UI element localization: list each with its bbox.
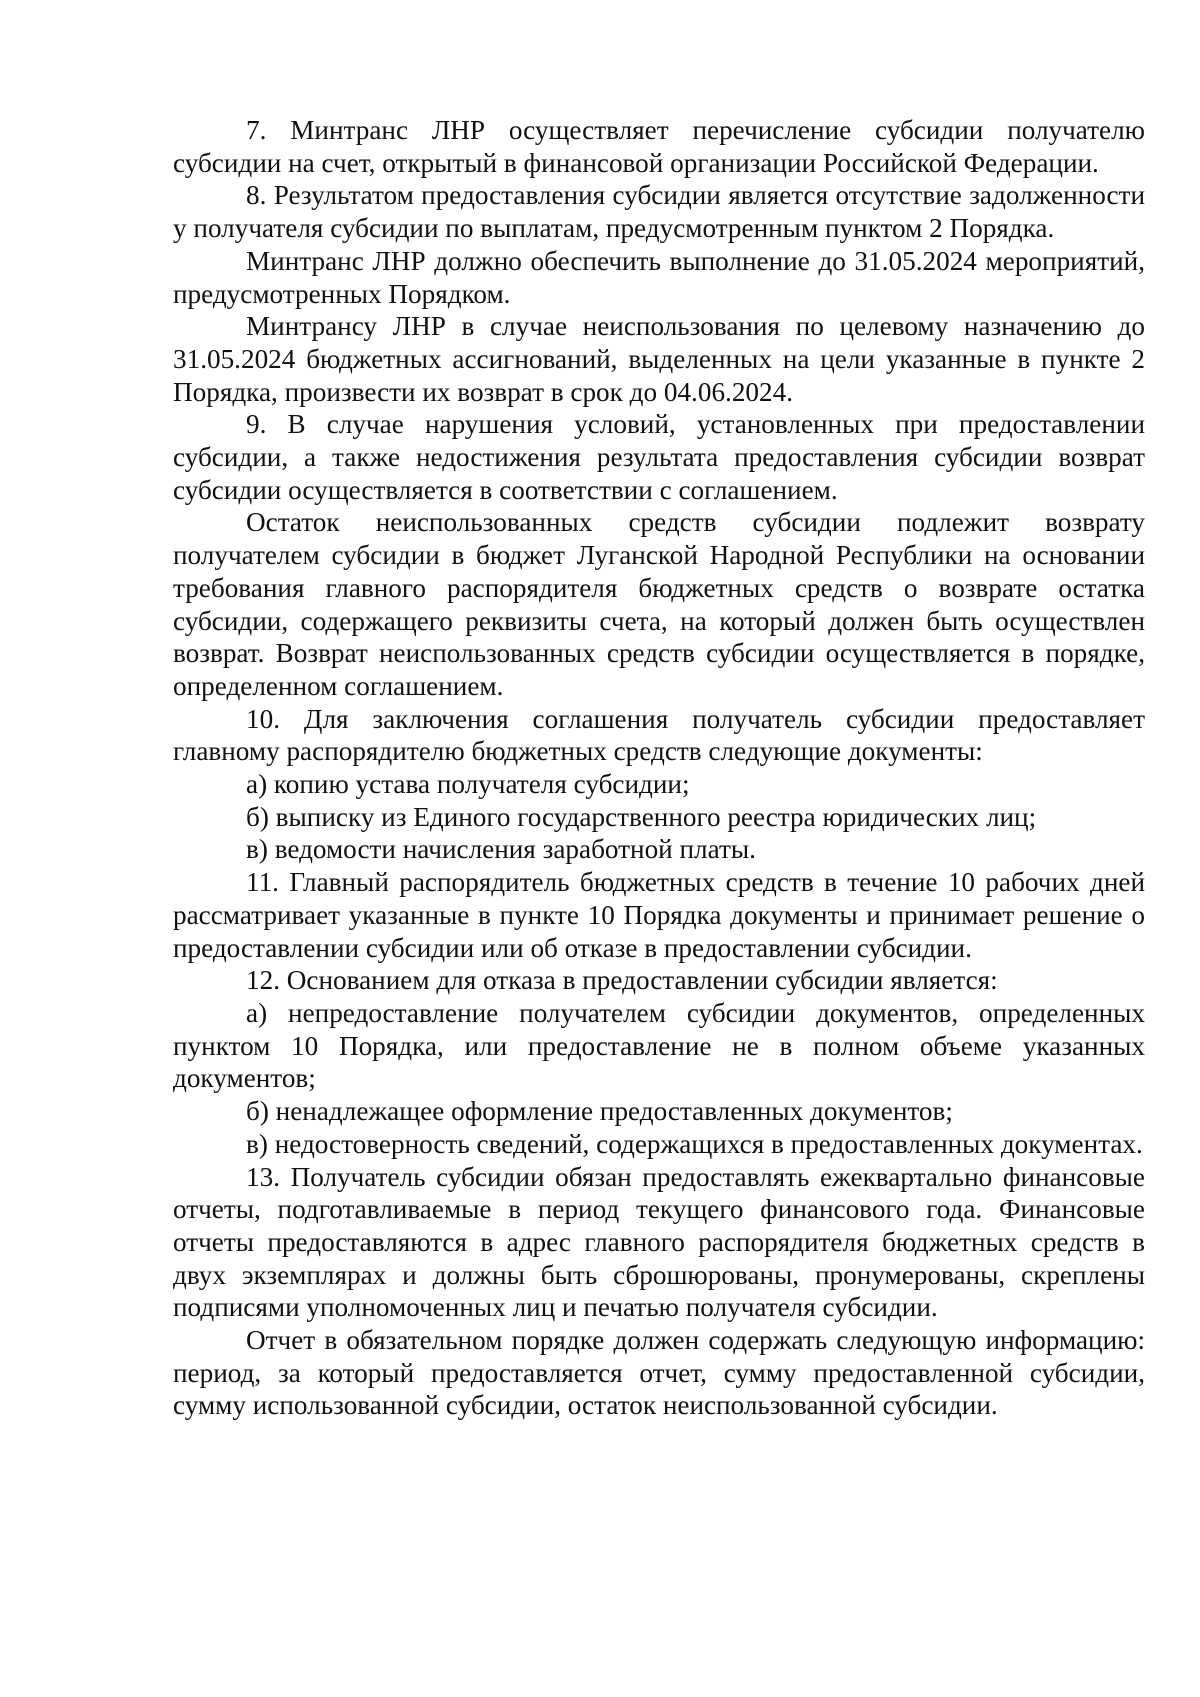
paragraph-13-reports: 13. Получатель субсидии обязан предоставлять ежеквартально финансовые отчеты, подготавливаемые в период текущего финансового года. Финансовые отчеты предоставляются в адрес главного распорядителя бюджетных средств в двух экземплярах и должны быть сброшюрованы, пронумерованы, скреплены подписями уполномоченных лиц и печатью получателя субсидии.: [173, 1161, 1145, 1323]
list-item-12b: б) ненадлежащее оформление предоставленных документов;: [246, 1096, 953, 1127]
paragraph-9-violation: 9. В случае нарушения условий, установленных при предоставлении субсидии, а также недостижения результата предоставления субсидии возврат субсидии осуществляется в соответствии с соглашением.: [173, 409, 1145, 505]
paragraph-12-refusal: 12. Основанием для отказа в предоставлении субсидии является:: [246, 965, 998, 996]
paragraph-7-transfer: 7. Минтранс ЛНР осуществляет перечисление субсидии получателю субсидии на счет, открытый в финансовой организации Российской Федерации.: [173, 115, 1145, 178]
list-item-10c: в) ведомости начисления заработной платы.: [246, 834, 756, 865]
list-item-10b: б) выписку из Единого государственного реестра юридических лиц;: [246, 801, 1037, 832]
paragraph-8-return: Минтрансу ЛНР в случае неиспользования по целевому назначению до 31.05.2024 бюджетных ассигнований, выделенных на цели указанные в пункте 2 Порядка, произвести их возврат в срок до 04.06.2024.: [173, 311, 1145, 407]
document-body: [173, 114, 1145, 1422]
paragraph-13-report-content: Отчет в обязательном порядке должен содержать следующую информацию: период, за который предоставляется отчет, сумму предоставленной субсидии, сумму использованной субсидии, остаток неиспользованной субсидии.: [173, 1325, 1145, 1421]
list-item-12a: а) непредоставление получателем субсидии документов, определенных пунктом 10 Порядка, или предоставление не в полном объеме указанных документов;: [173, 997, 1145, 1094]
list-item-12c: в) недостоверность сведений, содержащихся в предоставленных документах.: [246, 1128, 1143, 1159]
paragraph-11-review: 11. Главный распорядитель бюджетных средств в течение 10 рабочих дней рассматривает указанные в пункте 10 Порядка документы и принимает решение о предоставлении субсидии или об отказе в предоставлении субсидии.: [173, 867, 1145, 963]
paragraph-9-remainder: Остаток неиспользованных средств субсидии подлежит возврату получателем субсидии в бюджет Луганской Народной Республики на основании требования главного распорядителя бюджетных средств о возврате остатка субсидии, содержащего реквизиты счета, на который должен быть осуществлен возврат. Возврат неиспользованных средств субсидии осуществляется в порядке, определенном соглашением.: [173, 507, 1145, 701]
list-item-10a: а) копию устава получателя субсидии;: [246, 769, 690, 800]
paragraph-10-documents: 10. Для заключения соглашения получатель субсидии предоставляет главному распорядителю бюджетных средств следующие документы:: [173, 703, 1145, 767]
paragraph-8-result: 8. Результатом предоставления субсидии является отсутствие задолженности у получателя субсидии по выплатам, предусмотренным пунктом 2 Порядка.: [173, 180, 1145, 244]
paragraph-8-deadline: Минтранс ЛНР должно обеспечить выполнение до 31.05.2024 мероприятий, предусмотренных Порядком.: [173, 245, 1145, 309]
